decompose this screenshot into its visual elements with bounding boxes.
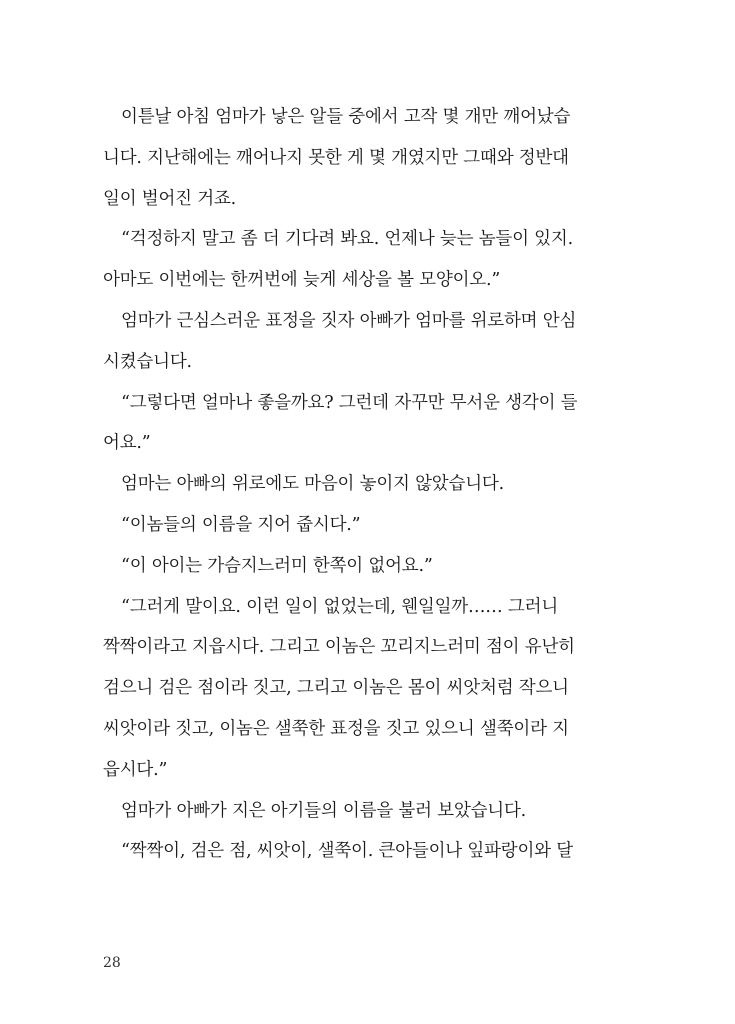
text-line: “이 아이는 가슴지느러미 한쪽이 없어요.” [121, 555, 433, 576]
text-line: 읍시다.” [103, 759, 168, 780]
text-line: 엄마는 아빠의 위로에도 마음이 놓이지 않았습니다. [121, 474, 504, 495]
page-number: 28 [103, 955, 121, 971]
text-line: “걱정하지 말고 좀 더 기다려 봐요. 언제나 늦는 놈들이 있지. [121, 229, 573, 250]
text-line: 씨앗이라 짓고, 이놈은 샐쭉한 표정을 짓고 있으니 샐쭉이라 지 [103, 718, 569, 739]
text-line: 짝짝이라고 지읍시다. 그리고 이놈은 꼬리지느러미 점이 유난히 [103, 637, 575, 658]
text-line: 어요.” [103, 433, 151, 454]
text-line: “그렇다면 얼마나 좋을까요? 그런데 자꾸만 무서운 생각이 들 [121, 392, 578, 413]
text-line: 이튿날 아침 엄마가 낳은 알들 중에서 고작 몇 개만 깨어났습 [121, 107, 571, 127]
text-line: “그러게 말이요. 이런 일이 없었는데, 웬일일까…… 그러니 [121, 596, 559, 617]
text-line: 일이 벌어진 거죠. [103, 188, 237, 209]
text-line: 엄마가 아빠가 지은 아기들의 이름을 불러 보았습니다. [121, 800, 527, 821]
text-line: 검으니 검은 점이라 짓고, 그리고 이놈은 몸이 씨앗처럼 작으니 [103, 678, 569, 699]
text-line: 시켰습니다. [103, 351, 192, 372]
text-line: 니다. 지난해에는 깨어나지 못한 게 몇 개였지만 그때와 정반대 [103, 147, 569, 168]
text-line: “짝짝이, 검은 점, 씨앗이, 샐쭉이. 큰아들이나 잎파랑이와 달 [121, 841, 573, 862]
text-line: 아마도 이번에는 한꺼번에 늦게 세상을 볼 모양이오.” [103, 270, 501, 291]
body-text [103, 97, 611, 872]
text-line: 엄마가 근심스러운 표정을 짓자 아빠가 엄마를 위로하며 안심 [121, 310, 577, 331]
text-line: “이놈들의 이름을 지어 줍시다.” [121, 514, 361, 535]
